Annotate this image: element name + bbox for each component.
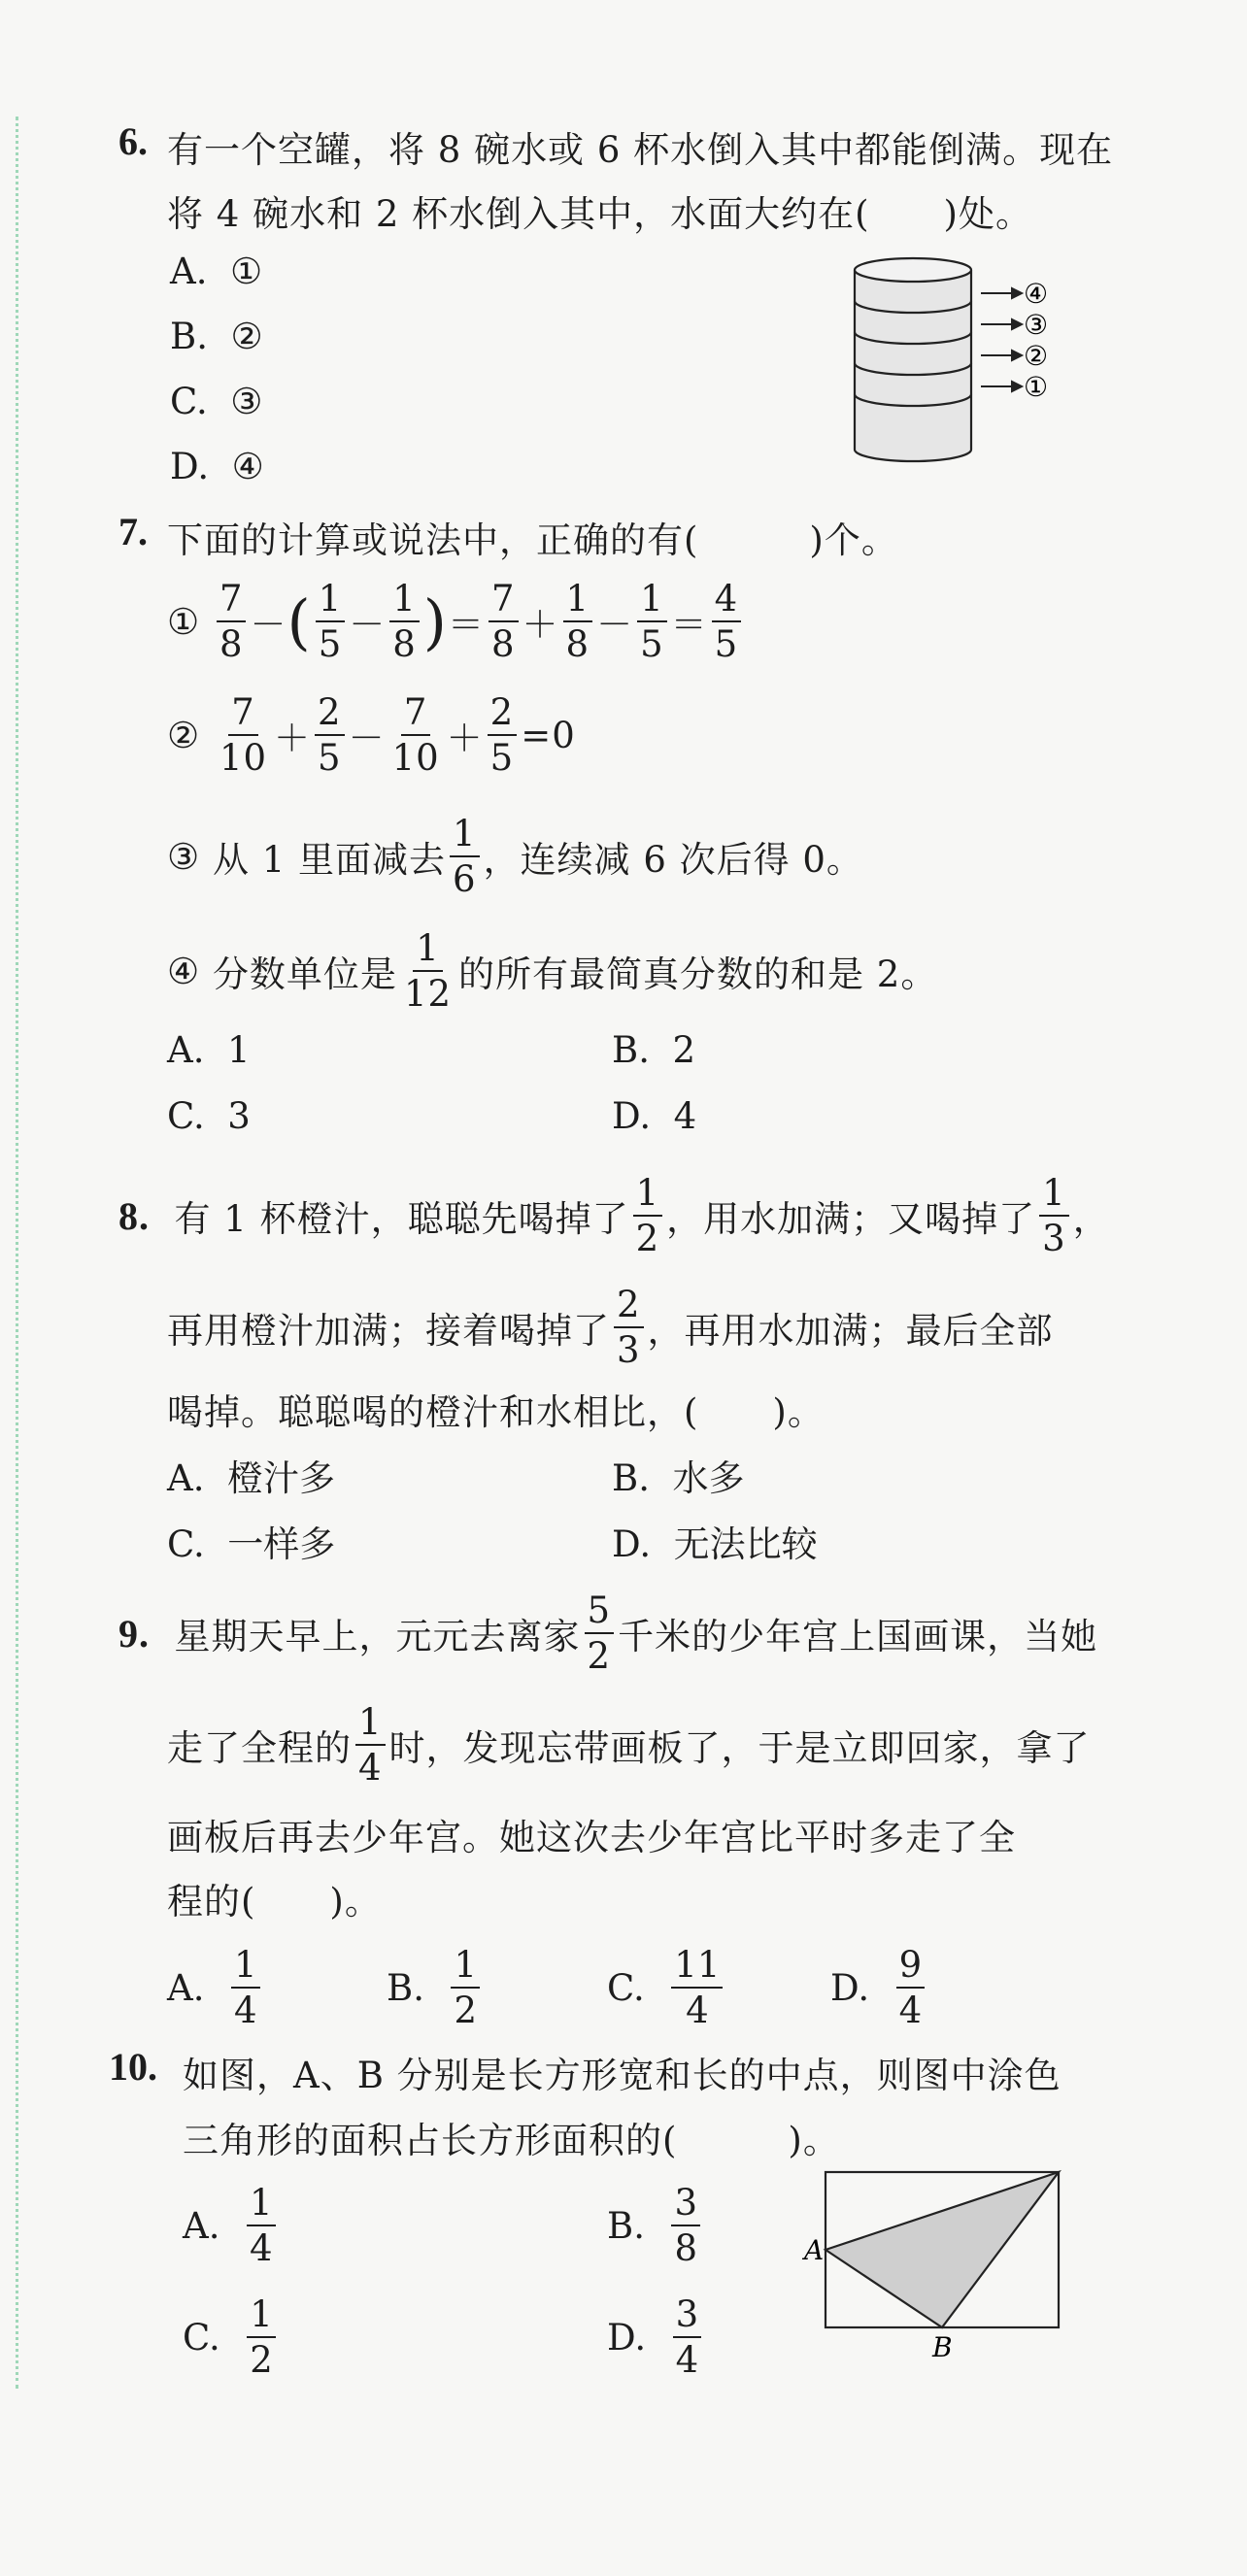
question-text-line: 下面的计算或说法中，正确的有( )个。: [167, 519, 898, 561]
option-b[interactable]: B. 2: [612, 1029, 696, 1071]
option-c[interactable]: C. $\frac{11}{4}$: [607, 1947, 726, 2028]
option-c[interactable]: C. 一样多: [167, 1523, 336, 1565]
question-text-line: 喝掉。聪聪喝的橙汁和水相比，( )。: [167, 1391, 825, 1433]
option-b[interactable]: B. $\frac{3}{8}$: [607, 2185, 704, 2266]
option-a[interactable]: A. $\frac{1}{4}$: [183, 2185, 280, 2266]
option-a[interactable]: A. 橙汁多: [167, 1457, 336, 1499]
jar-figure: [845, 251, 1078, 469]
option-b[interactable]: B. 水多: [612, 1457, 745, 1499]
option-d[interactable]: D. 无法比较: [612, 1523, 818, 1565]
option-c[interactable]: C. 3: [167, 1095, 251, 1137]
question-text-line: 有一个空罐，将 8 碗水或 6 杯水倒入其中都能倒满。现在: [167, 129, 1114, 171]
option-d[interactable]: D. $\frac{9}{4}$: [830, 1947, 928, 2028]
question-text-line: 如图，A、B 分别是长方形宽和长的中点，则图中涂色: [183, 2055, 1062, 2096]
statement-1: ① $\frac{7}{8}$ － ( $\frac{1}{5}$ － $\frac{1}{8}$ ) ＝ $\frac{7}{8}$ ＋ $\frac{1}{8}$ － $\frac{1}{5}$ ＝ $\frac{4}{5}$: [167, 581, 745, 662]
question-text-line: 8. 有 1 杯橙汁，聪聪先喝掉了 $\frac{1}{2}$ ，用水加满；又喝掉了 $\frac{1}{3}$ ，: [118, 1172, 1110, 1259]
question-number: 10.: [109, 2045, 157, 2089]
question-text-line: 9. 星期天早上，元元去离家 $\frac{5}{2}$ 千米的少年宫上国画课，当她: [118, 1589, 1098, 1677]
marker-4: ④: [1024, 278, 1049, 310]
option-c[interactable]: C. $\frac{1}{2}$: [183, 2296, 280, 2378]
point-b-label: B: [932, 2331, 953, 2363]
option-a[interactable]: A. 1: [167, 1029, 251, 1071]
option-d[interactable]: D. $\frac{3}{4}$: [607, 2296, 705, 2378]
marker-2: ②: [1024, 340, 1049, 372]
question-text-line: 走了全程的 $\frac{1}{4}$ 时，发现忘带画板了，于是立即回家，拿了: [167, 1701, 1091, 1789]
statement-4: ④ 分数单位是 $\frac{1}{12}$ 的所有最简真分数的和是 2。: [167, 927, 938, 1015]
question-text-line: 画板后再去少年宫。她这次去少年宫比平时多走了全: [167, 1817, 1016, 1858]
option-b[interactable]: B. ②: [170, 316, 263, 357]
question-text-line: 将 4 碗水和 2 杯水倒入其中，水面大约在( )处。: [167, 193, 1032, 235]
marker-1: ①: [1024, 371, 1049, 403]
question-text-line: 三角形的面积占长方形面积的( )。: [183, 2120, 840, 2161]
question-number: 7.: [118, 510, 148, 553]
statement-3: ③ 从 1 里面减去 $\frac{1}{6}$ ，连续减 6 次后得 0。: [167, 813, 863, 900]
option-a[interactable]: A. ①: [170, 251, 263, 292]
statement-2: ② $\frac{7}{10}$ ＋ $\frac{2}{5}$ － $\frac{7}{10}$ ＋ $\frac{2}{5}$ =0: [167, 691, 576, 779]
option-b[interactable]: B. $\frac{1}{2}$: [387, 1947, 484, 2028]
question-number: 6.: [118, 119, 148, 163]
question-text-line: 程的( )。: [167, 1881, 382, 1923]
option-d[interactable]: D. 4: [612, 1095, 697, 1137]
option-a[interactable]: A. $\frac{1}{4}$: [167, 1947, 264, 2028]
rectangle-figure: [796, 2160, 1068, 2364]
shaded-triangle: [826, 2172, 1059, 2327]
option-d[interactable]: D. ④: [170, 446, 264, 487]
option-c[interactable]: C. ③: [170, 381, 263, 422]
question-number: 9.: [118, 1611, 150, 1656]
point-a-label: A: [804, 2234, 825, 2266]
question-number: 8.: [118, 1193, 150, 1238]
question-text-line: 再用橙汁加满；接着喝掉了 $\frac{2}{3}$ ，再用水加满；最后全部: [167, 1284, 1054, 1371]
marker-3: ③: [1024, 309, 1049, 341]
